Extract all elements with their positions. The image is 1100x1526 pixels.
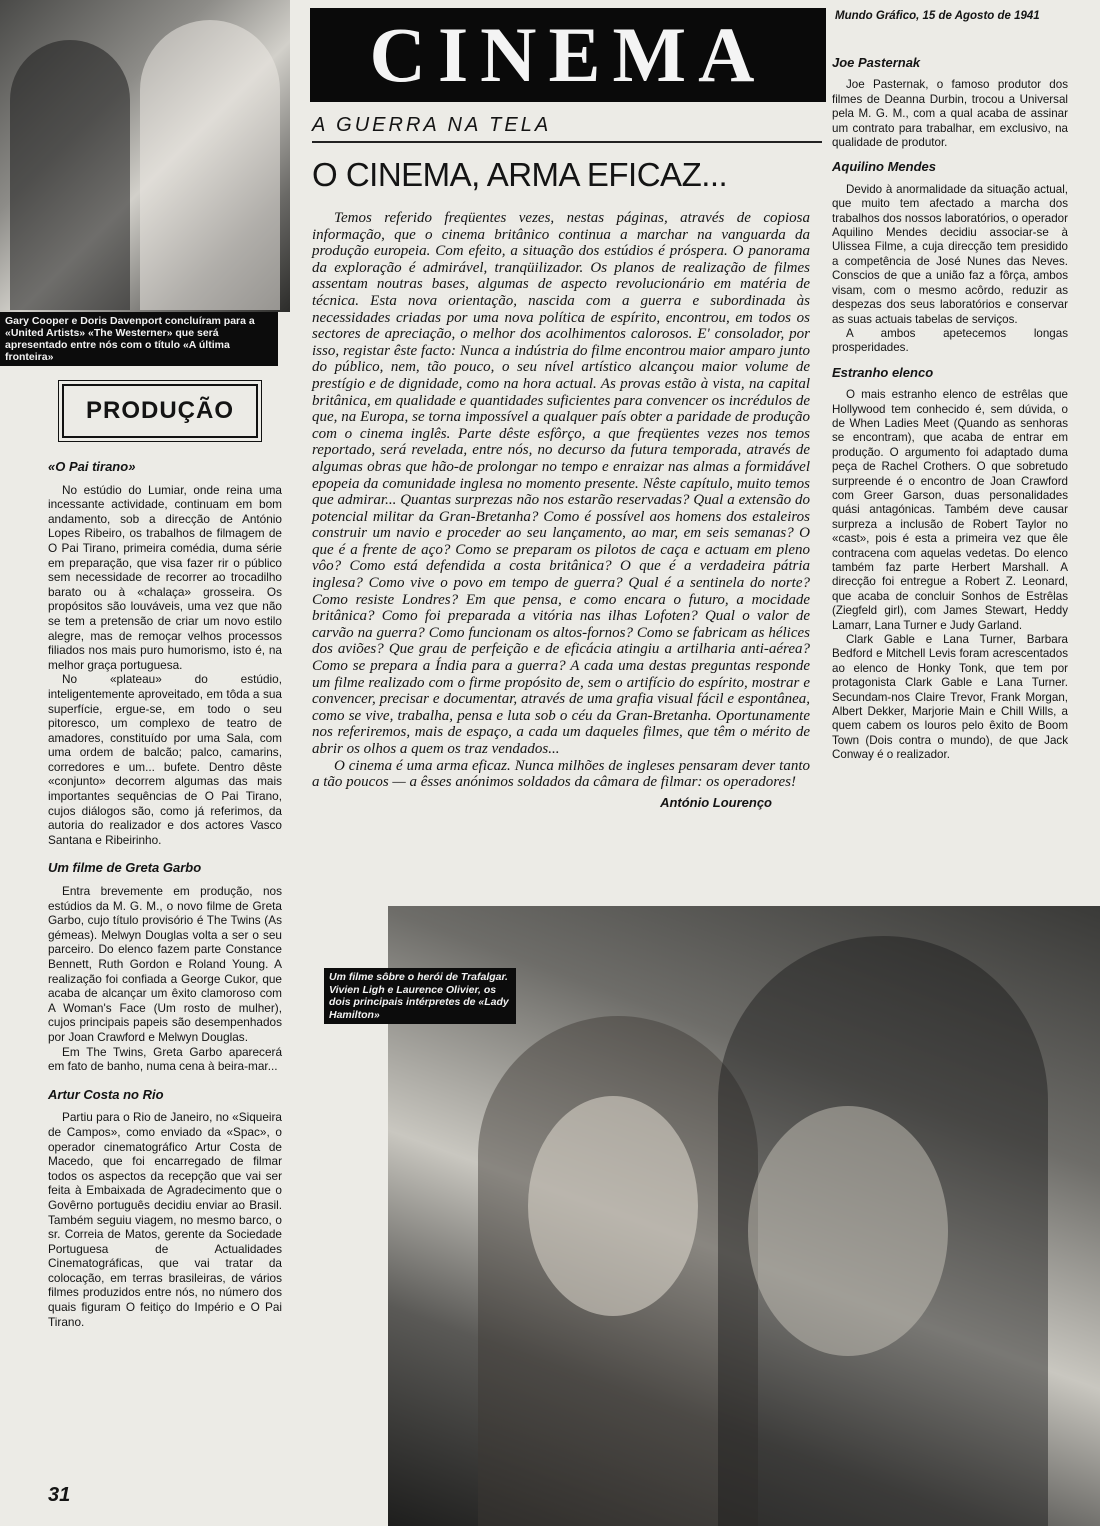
paragraph: No «plateau» do estúdio, inteligentemente aproveitado, em tôda a sua superfície, ergue-se, em todo o seu pitoresco, um complexo de teatro de amadores, constituído por uma Sala, com uma ordem de balcão; palco, camarins, corredores e um... bufete. Dentro dêste «conjunto» decorrem algumas das mais importantes sequências de O Pai Tirano, cujos diálogos são, como já referimos, da autoria do realizador e dos actores Vasco Santana e Ribeirinho. <box>48 672 282 847</box>
subheading: Um filme de Greta Garbo <box>48 860 202 876</box>
kicker: A GUERRA NA TELA <box>312 114 822 143</box>
top-photo-caption: Gary Cooper e Doris Davenport concluíram para a «United Artists» «The Westerner» que será apresentado entre nós com o título «A última fronteira» <box>0 312 278 366</box>
photo-figure-left <box>10 40 130 310</box>
bottom-photo-caption: Um filme sôbre o herói de Trafalgar. Vivien Ligh e Laurence Olivier, os dois principais intérpretes de «Lady Hamilton» <box>324 968 516 1024</box>
article-author: António Lourenço <box>660 794 772 810</box>
photo-figure-right <box>140 20 280 310</box>
paragraph: No estúdio do Lumiar, onde reina uma incessante actividade, continuam em bom andamento, sob a direcção de António Lopes Ribeiro, os trabalhos de filmagem de O Pai Tirano, primeira comédia, duma série em preparação, que visa fazer rir o público sem necessidade de recorrer ao trocadilho barato ou à «chalaça» grosseira. Os propósitos são louváveis, uma vez que não se tem a pretensão de criar um novo estilo alegre, mas de remoçar velhos processos filiados nos mais puro humorismo, isto é, na melhor graça portuguesa. <box>48 482 282 672</box>
photo-face-man <box>748 1106 948 1356</box>
subheading: «O Pai tirano» <box>48 459 136 474</box>
paragraph: Em The Twins, Greta Garbo aparecerá em fato de banho, numa cena à beira-mar... <box>48 1044 282 1074</box>
left-column <box>48 460 282 1329</box>
article-paragraph: Temos referido freqüentes vezes, nestas páginas, através de copiosa informação, que o cinema britânico continua a marchar na vanguarda da produção europeia. Com efeito, a situação dos estúdios é próspera. O panorama da exploração é admirável, tranqüilizador. Os planos de realização de filmes assentam noutras bases, algumas de aspecto revolucionário em matéria de técnica. Esta nova orientação, nascida com a guerra e subordinada às necessidades criadas por uma nova política de espírito, encontrou, em todos os sectores de apreciação, o melhor dos acolhimentos calorosos. E' consolador, por isso, registar êste facto: Nunca a indústria do filme encontrou maior amparo junto do público, nem, tão pouco, o seu nível artístico alcançou maior volume de prestígio e de dignidade, como na hora actual. As provas estão à vista, na capital britânica, em qualidade e quantidades suficientes para convencer os incrédulos de que, na Europa, se torna impossível a qualquer país obter a paridade de produção com o cinema inglês. Parte dêste esfôrço, a que freqüentes vezes nos temos reportado, será revelada, entre nós, no decurso da futura temporada, através de algumas obras que hão-de prolongar no tempo e enraizar nas almas a formidável epopeia da comunidade inglesa no momento presente. Nêste capítulo, muito temos que admirar... Quantas surprezas não nos estarão reservadas? Qual a extensão do potencial militar da Gran-Bretanha? Como é possível aos homens dos estaleiros construir um navio e proceder ao seu lançamento, ao mar, em seis semanas? O que é a frente de aço? Como se preparam os pilotos de caça e actuam em pleno vôo? Como está defendida a costa britânica? O que é a verdadeira pátria inglesa? Como vive o povo em tempo de guerra? Qual é a sentinela do norte? Como resiste Londres? Em que pensa, e como encara o futuro, a mocidade britânica? Como foi preparada a vitória nas ilhas Lofoten? Qual o valor de carvão na guerra? Como funcionam os altos-fornos? Como se fabricam as hélices dos aviões? Que grau de perfeição e de eficácia atingiu a artilharia anti-aérea? Como se prepara a Índia para a guerra? A cada uma destas preguntas responde um filme realizado com o firme propósito de, sem o artifício do espírito, mostrar e convencer, precisar e documentar, através de uma grafia visual fácil e espontânea, como se vive, trabalha, pensa e luta sob o céu da Gran-Bretanha. Oportunamente nos referiremos, mais de espaço, a cada um daqueles filmes, que têm o mérito de abrir os olhos a quem os traz vendados... <box>312 210 810 757</box>
subheading: Joe Pasternak <box>832 55 921 70</box>
producao-box <box>62 384 258 438</box>
photo-face-woman <box>528 1096 698 1316</box>
paragraph: Devido à anormalidade da situação actual, que muito tem afectado a marcha dos trabalhos dos nossos laboratórios, o operador Aquilino Mendes decidiu associar-se à Ulissea Filme, a cuja direcção tem presidido a competência de José Nunes das Neves. Conscios de que a união faz a fôrça, ambos visam, com o mesmo acôrdo, reduzir as despezas dos seus laboratórios e conservar as suas actuais tabelas de serviços. <box>832 182 1068 326</box>
paragraph: Entra brevemente em produção, nos estúdios da M. G. M., o novo filme de Greta Garbo, cujo título provisório é The Twins (As gémeas). Melwyn Douglas volta a ser o seu parceiro. Do elenco fazem parte Constance Bennett, Ruth Gordon e Roland Young. A realização foi confiada a George Cukor, que acaba de alcançar um êxito clamoroso com A Woman's Face (Um rosto de mulher), cujos principais papeis são desempenhados por Joan Crawford e Melwyn Douglas. <box>48 884 282 1044</box>
article-paragraph: O cinema é uma arma eficaz. Nunca milhões de ingleses pensaram dever tanto a tão poucos — a êsses anónimos soldados da câmara de filmar: os operadores! <box>312 757 810 791</box>
subheading: Artur Costa no Rio <box>48 1086 164 1102</box>
paragraph: O mais estranho elenco de estrêlas que Hollywood tem conhecido é, sem dúvida, o de When Ladies Meet (Quando as senhoras se encontram), que acaba de entrar em produção. O argumento foi adaptado duma peça de Rachel Crothers. O que sobretudo surpreende é o encontro de Joan Crawford com Greer Garson, duas personalidades quási antagónicas. Também deve causar surpreza a inclusão de Robert Taylor no «cast», pois é esta a primeira vez que êle contracena com aquelas vedetas. Do elenco também faz parte Herbert Marshall. A direcção foi entregue a Robert Z. Leonard, que acaba de concluir Sonhos de Estrêlas (Ziegfeld girl), com James Stewart, Heddy Lamarr, Lana Turner e Judy Garland. <box>832 388 1068 632</box>
right-column <box>832 56 1068 763</box>
section-title-banner <box>310 8 826 102</box>
main-article <box>312 210 810 811</box>
top-photo <box>0 0 290 312</box>
paragraph: Clark Gable e Lana Turner, Barbara Bedford e Mitchell Levis foram acrescentados ao elenco de Honky Tonk, que tem por protagonista Clark Gable e Lana Turner. Secundam-nos Claire Trevor, Frank Morgan, Albert Dekker, Marjorie Main e Chill Wills, a quem cabem os louros pelo êxito de Boom Town (Dois contra o mundo), de que Jack Conway é o realizador. <box>832 633 1068 762</box>
producao-title: PRODUÇÃO <box>85 397 234 424</box>
magazine-date: Mundo Gráfico, 15 de Agosto de 1941 <box>835 10 1040 22</box>
headline: O CINEMA, ARMA EFICAZ... <box>312 156 728 193</box>
paragraph: Partiu para o Rio de Janeiro, no «Siqueira de Campos», como enviado da «Spac», o operador cinematográfico Artur Costa de Macedo, que foi encarregado de filmar todos os aspectos da recepção que vai ser feita à Embaixada de Agradecimento que o Govêrno português decidiu enviar ao Brasil. Também seguiu viagem, no mesmo barco, o sr. Correia de Matos, gerente da Sociedade Portuguesa de Actualidades Cinematográficas, que vai tratar da colocação, em terras brasileiras, de vários filmes produzidos entre nós, no número dos quais figuram O feitiço do Império e O Pai Tirano. <box>48 1110 282 1329</box>
paragraph: Joe Pasternak, o famoso produtor dos filmes de Deanna Durbin, trocou a Universal pela M. G. M., com a qual acaba de assinar um contrato para trabalhar, em exclusivo, na qualidade de produtor. <box>832 78 1068 150</box>
subheading: Aquilino Mendes <box>832 159 936 175</box>
paragraph: A ambos apetecemos longas prosperidades. <box>832 326 1068 355</box>
page-number: 31 <box>48 1484 71 1506</box>
subheading: Estranho elenco <box>832 364 934 380</box>
section-title: CINEMA <box>369 11 767 98</box>
